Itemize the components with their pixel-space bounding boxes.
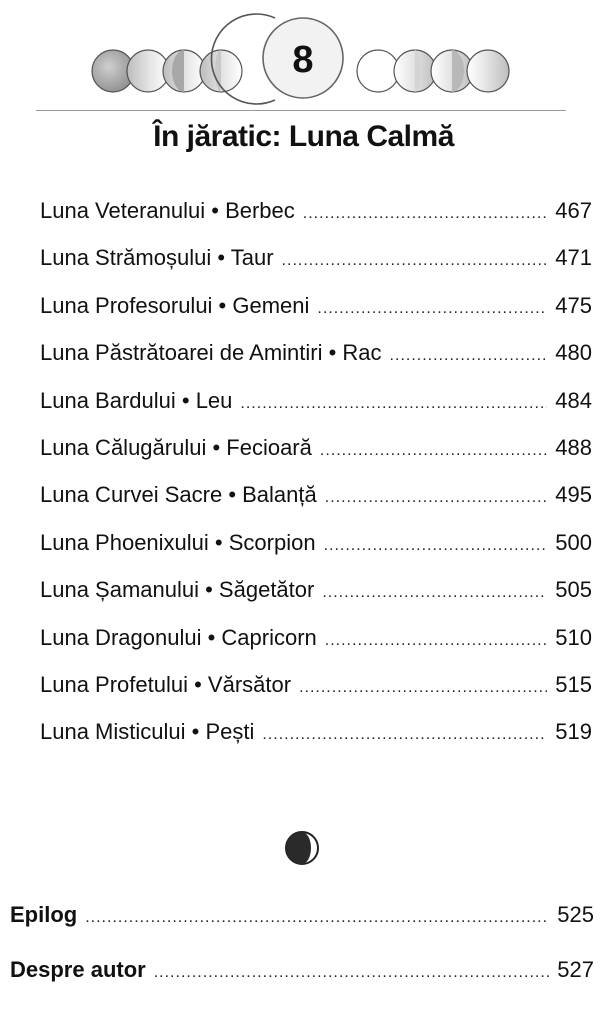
toc-entry-page: 484 [555, 387, 592, 413]
backmatter-label: Epilog [10, 902, 78, 927]
toc-entry[interactable] [40, 719, 592, 766]
backmatter-page: 525 [557, 902, 594, 927]
moon-phase-5 [357, 50, 399, 92]
chapter-title: În jăratic: Luna Calmă [153, 120, 454, 153]
backmatter-entry-epilog[interactable] [10, 902, 594, 957]
backmatter-page: 527 [557, 957, 594, 982]
dot-leader [325, 489, 548, 507]
dot-leader [322, 584, 547, 602]
toc-entry-label: Luna Misticului • Pești [40, 719, 255, 745]
toc-entry-label: Luna Strămoșului • Taur [40, 245, 274, 271]
toc-entry-label: Luna Phoenixului • Scorpion [40, 529, 316, 555]
dot-leader [390, 347, 548, 365]
dot-leader [299, 679, 547, 697]
toc-entry-page: 505 [555, 577, 592, 603]
toc-entry-page: 500 [555, 529, 592, 555]
dot-leader [325, 632, 548, 650]
toc-entry[interactable] [40, 198, 592, 245]
toc-entry-page: 480 [555, 340, 592, 366]
chapter-number: 8 [292, 39, 314, 81]
chapter-header [0, 0, 607, 112]
toc-entry-label: Luna Veteranului • Berbec [40, 198, 295, 223]
toc-entry[interactable] [40, 577, 592, 624]
toc-entry[interactable] [40, 625, 592, 672]
dot-leader [324, 537, 548, 555]
dot-leader [282, 252, 548, 270]
toc-entry[interactable] [40, 435, 592, 482]
toc-entry-label: Luna Călugărului • Fecioară [40, 434, 312, 460]
moon-phases-icon [0, 0, 607, 112]
toc-entry-label: Luna Păstrătoarei de Amintiri • Rac [40, 340, 382, 366]
toc-entry-label: Luna Bardului • Leu [40, 387, 233, 413]
toc-list [40, 198, 592, 767]
dot-leader [317, 300, 547, 318]
header-divider [36, 110, 566, 111]
toc-entry[interactable] [40, 530, 592, 577]
backmatter-list [10, 902, 594, 1012]
toc-entry-page: 515 [555, 671, 592, 697]
toc-entry[interactable] [40, 482, 592, 529]
dot-leader [303, 205, 548, 223]
toc-entry[interactable] [40, 245, 592, 292]
toc-entry-page: 471 [555, 245, 592, 271]
crescent-moon-icon [284, 828, 320, 868]
backmatter-entry-author[interactable] [10, 957, 594, 1012]
moon-phase-8 [467, 50, 509, 92]
toc-entry[interactable] [40, 388, 592, 435]
dot-leader [240, 395, 547, 413]
dot-leader [154, 964, 550, 982]
toc-entry-page: 467 [555, 198, 592, 223]
toc-entry-page: 475 [555, 292, 592, 318]
toc-entry-page: 488 [555, 434, 592, 460]
toc-entry-label: Luna Curvei Sacre • Balanță [40, 482, 317, 508]
toc-entry-label: Luna Profesorului • Gemeni [40, 292, 310, 318]
toc-entry-label: Luna Șamanului • Săgetător [40, 577, 315, 603]
toc-entry-page: 495 [555, 482, 592, 508]
toc-entry-label: Luna Profetului • Vărsător [40, 671, 292, 697]
toc-entry-page: 519 [555, 719, 592, 745]
toc-entry-label: Luna Dragonului • Capricorn [40, 624, 317, 650]
toc-entry-page: 510 [555, 624, 592, 650]
backmatter-label: Despre autor [10, 957, 146, 982]
toc-entry[interactable] [40, 672, 592, 719]
dot-leader [85, 909, 549, 927]
dot-leader [262, 726, 547, 744]
dot-leader [320, 442, 547, 460]
toc-entry[interactable] [40, 340, 592, 387]
toc-entry[interactable] [40, 293, 592, 340]
